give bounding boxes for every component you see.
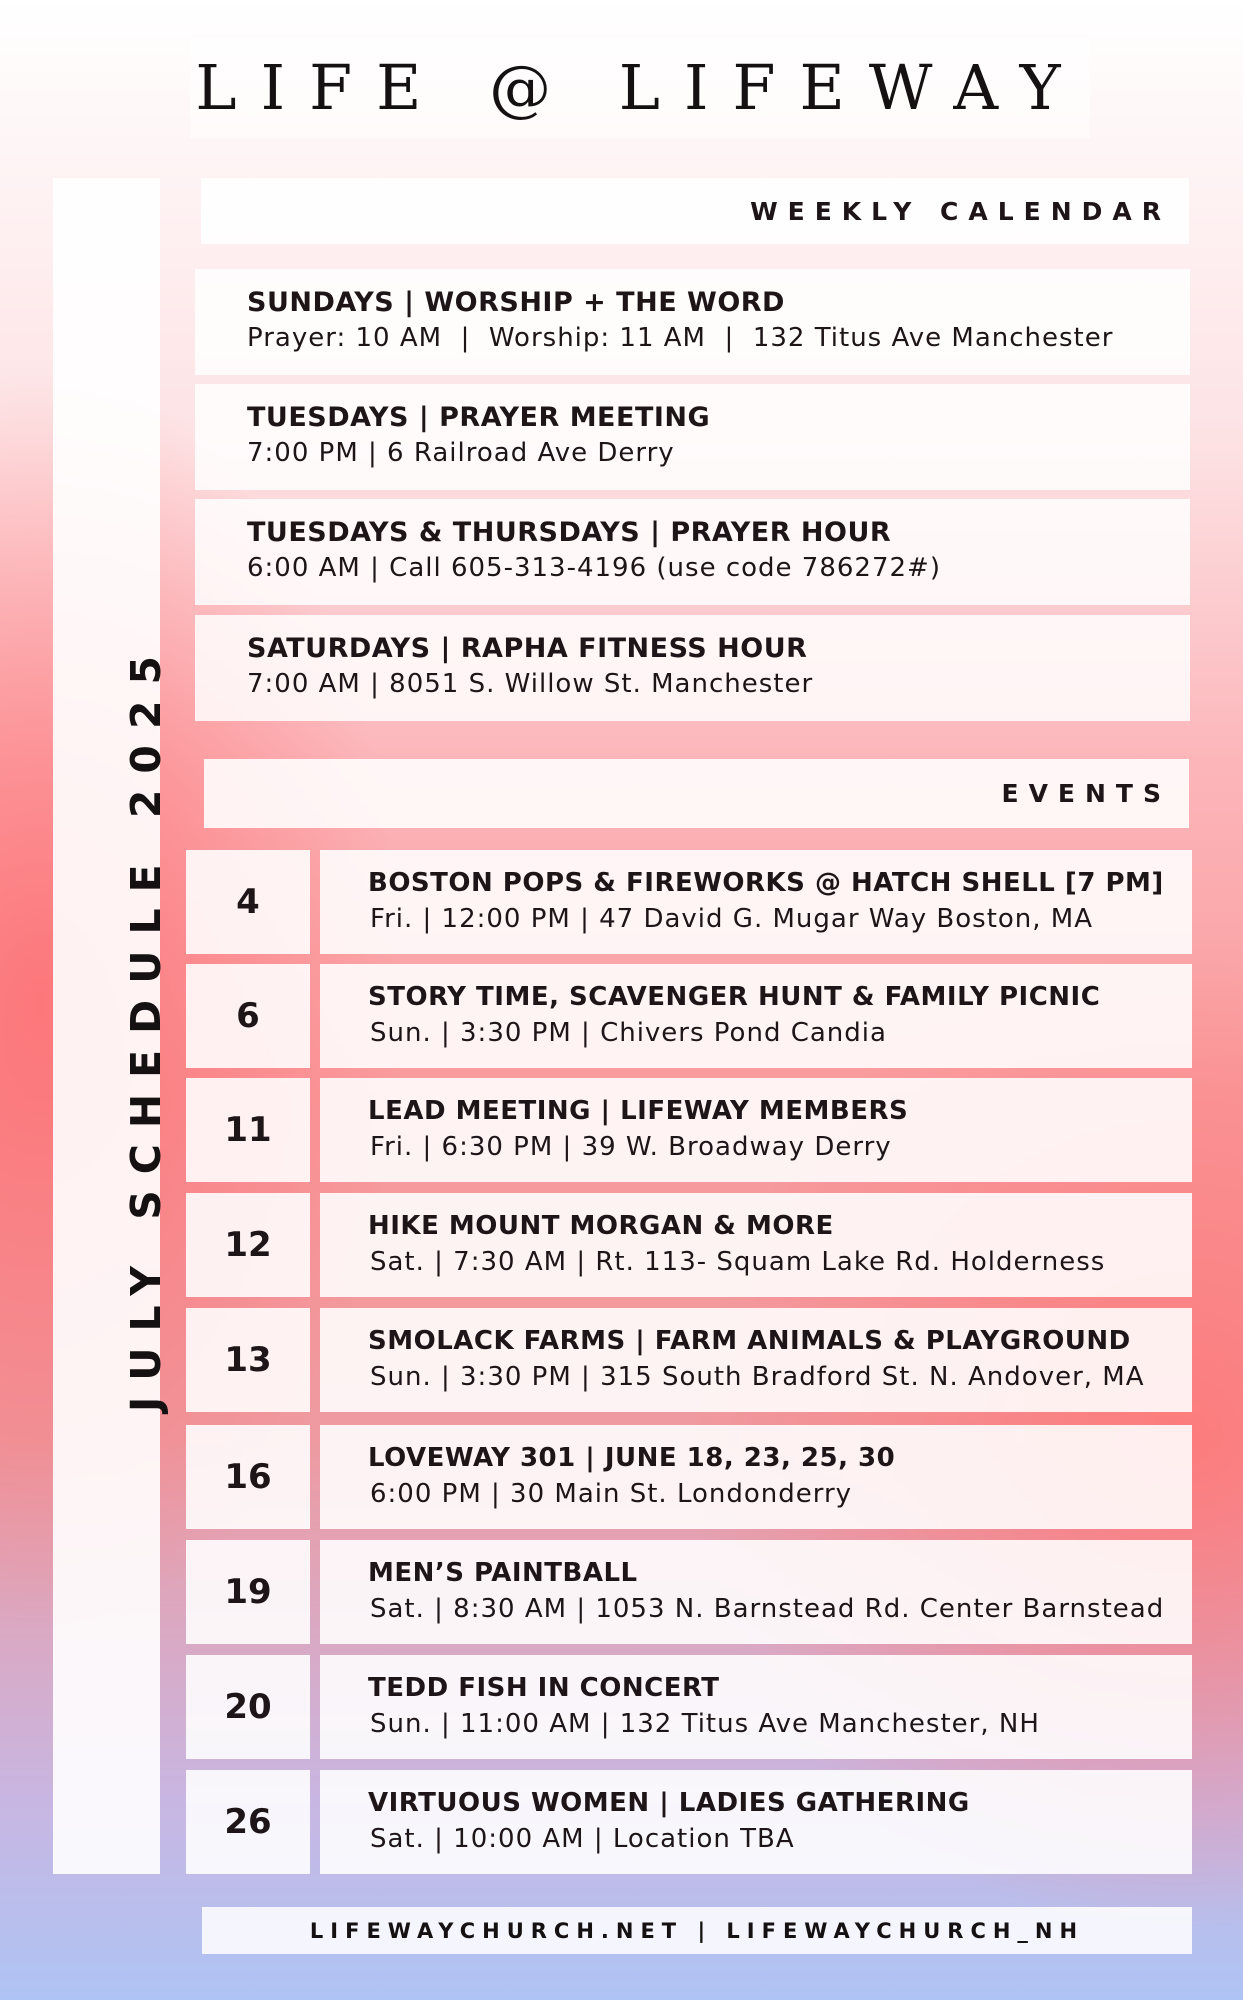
event-title: BOSTON POPS & FIREWORKS @ HATCH SHELL [7 PM]	[368, 868, 1164, 898]
event-row	[186, 1655, 1192, 1759]
event-detail: Sat. | 8:30 AM | 1053 N. Barnstead Rd. Center Barnstead	[370, 1594, 1165, 1624]
event-body	[320, 1193, 1192, 1297]
weekly-item-detail: 7:00 AM | 8051 S. Willow St. Manchester	[247, 669, 814, 699]
event-body	[320, 850, 1192, 954]
weekly-calendar-heading	[201, 178, 1189, 244]
event-body	[320, 1655, 1192, 1759]
event-row	[186, 1425, 1192, 1529]
events-heading-text: EVENTS	[1001, 779, 1171, 808]
event-detail: Fri. | 12:00 PM | 47 David G. Mugar Way Boston, MA	[370, 904, 1094, 934]
vertical-label-wrap	[53, 178, 171, 1874]
event-row	[186, 1308, 1192, 1412]
event-title: LOVEWAY 301 | JUNE 18, 23, 25, 30	[368, 1443, 896, 1473]
event-day: 11	[186, 1078, 310, 1182]
weekly-item-title: SATURDAYS | RAPHA FITNESS HOUR	[247, 633, 808, 664]
event-row	[186, 1078, 1192, 1182]
event-title: SMOLACK FARMS | FARM ANIMALS & PLAYGROUND	[368, 1326, 1131, 1356]
event-day: 12	[186, 1193, 310, 1297]
weekly-item-title: TUESDAYS | PRAYER MEETING	[247, 402, 711, 433]
weekly-item	[195, 499, 1190, 605]
page-title: LIFE @ LIFEWAY	[190, 38, 1090, 138]
weekly-item	[195, 269, 1190, 375]
event-day: 19	[186, 1540, 310, 1644]
event-row	[186, 1540, 1192, 1644]
event-body	[320, 1540, 1192, 1644]
event-body	[320, 1770, 1192, 1874]
event-detail: Sun. | 3:30 PM | 315 South Bradford St. N. Andover, MA	[370, 1362, 1145, 1392]
weekly-item	[195, 384, 1190, 490]
weekly-item-detail: 6:00 AM | Call 605-313-4196 (use code 786272#)	[247, 553, 941, 583]
footer-links: LIFEWAYCHURCH.NET | LIFEWAYCHURCH_NH	[202, 1907, 1192, 1954]
event-row	[186, 1770, 1192, 1874]
weekly-item	[195, 615, 1190, 721]
event-detail: Sun. | 11:00 AM | 132 Titus Ave Manchester, NH	[370, 1709, 1040, 1739]
event-body	[320, 1308, 1192, 1412]
weekly-item-title: SUNDAYS | WORSHIP + THE WORD	[247, 287, 785, 318]
event-row	[186, 1193, 1192, 1297]
event-title: VIRTUOUS WOMEN | LADIES GATHERING	[368, 1788, 970, 1818]
event-row	[186, 964, 1192, 1068]
event-day: 4	[186, 850, 310, 954]
weekly-item-detail: 7:00 PM | 6 Railroad Ave Derry	[247, 438, 675, 468]
weekly-calendar-heading-text: WEEKLY CALENDAR	[750, 196, 1171, 226]
event-detail: 6:00 PM | 30 Main St. Londonderry	[370, 1479, 853, 1509]
event-detail: Sat. | 10:00 AM | Location TBA	[370, 1824, 795, 1854]
event-day: 20	[186, 1655, 310, 1759]
event-body	[320, 964, 1192, 1068]
event-title: LEAD MEETING | LIFEWAY MEMBERS	[368, 1096, 909, 1126]
event-detail: Sat. | 7:30 AM | Rt. 113- Squam Lake Rd. Holderness	[370, 1247, 1106, 1277]
events-heading	[204, 759, 1189, 828]
event-body	[320, 1078, 1192, 1182]
event-day: 26	[186, 1770, 310, 1874]
event-detail: Sun. | 3:30 PM | Chivers Pond Candia	[370, 1018, 887, 1048]
event-row	[186, 850, 1192, 954]
weekly-item-detail: Prayer: 10 AM | Worship: 11 AM | 132 Titus Ave Manchester	[247, 323, 1114, 353]
event-day: 6	[186, 964, 310, 1068]
weekly-item-title: TUESDAYS & THURSDAYS | PRAYER HOUR	[247, 517, 892, 548]
event-day: 13	[186, 1308, 310, 1412]
event-title: MEN’S PAINTBALL	[368, 1558, 638, 1588]
event-detail: Fri. | 6:30 PM | 39 W. Broadway Derry	[370, 1132, 892, 1162]
event-body	[320, 1425, 1192, 1529]
event-title: TEDD FISH IN CONCERT	[368, 1673, 720, 1703]
event-title: HIKE MOUNT MORGAN & MORE	[368, 1211, 834, 1241]
event-day: 16	[186, 1425, 310, 1529]
vertical-schedule-label: JULY SCHEDULE 2025	[122, 639, 171, 1413]
event-title: STORY TIME, SCAVENGER HUNT & FAMILY PICNIC	[368, 982, 1101, 1012]
